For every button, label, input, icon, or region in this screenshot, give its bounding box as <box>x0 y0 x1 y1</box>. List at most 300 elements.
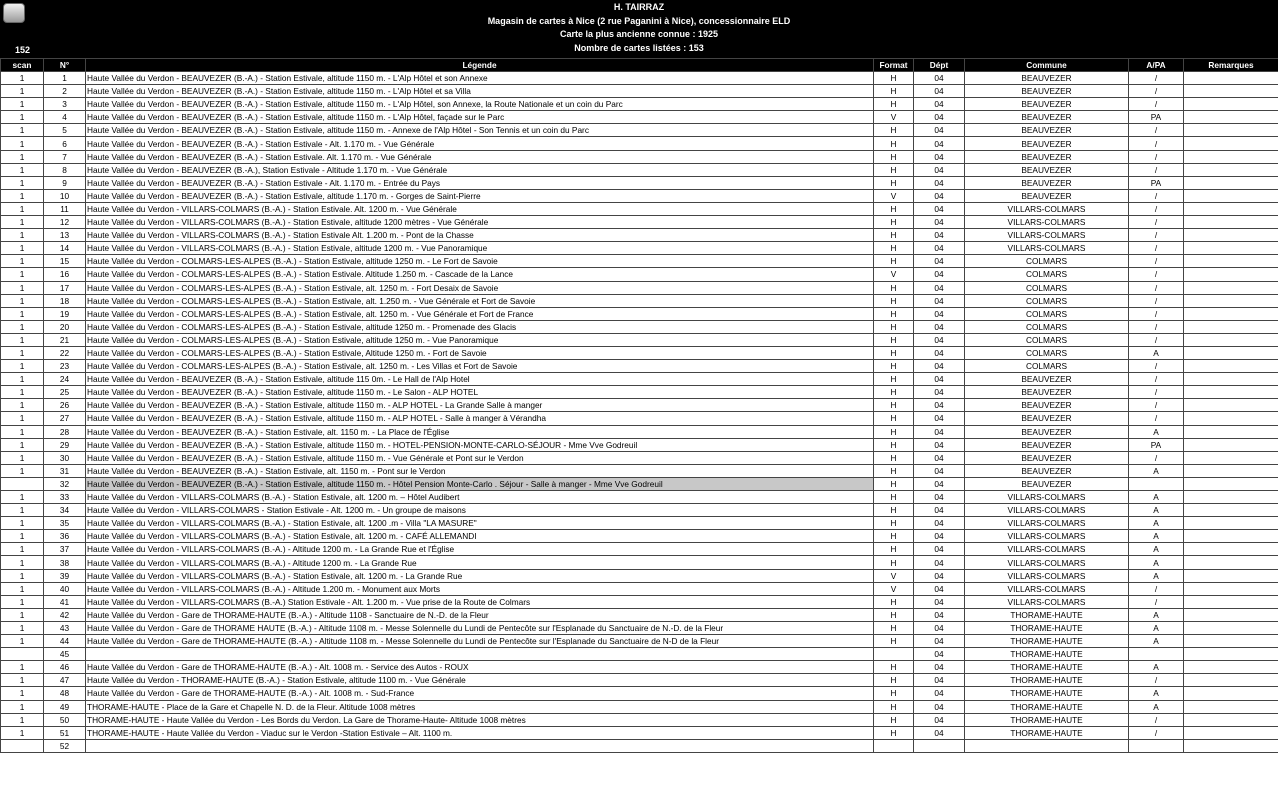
number-cell[interactable]: 23 <box>44 360 86 373</box>
legend-cell[interactable]: Haute Vallée du Verdon - COLMARS-LES-ALPES (B.-A.) - Station Estivale, alt. 1250 m. - Fort Desaix de Savoie <box>86 281 874 294</box>
legend-cell[interactable]: Haute Vallée du Verdon - BEAUVEZER (B.-A.) - Station Estivale, altitude 1150 m. - Vue Générale et Pont sur le Verdon <box>86 451 874 464</box>
dept-cell[interactable]: 04 <box>914 477 965 490</box>
number-cell[interactable]: 18 <box>44 294 86 307</box>
remarks-cell[interactable] <box>1184 320 1278 333</box>
col-format[interactable]: Format <box>874 59 914 72</box>
format-cell[interactable]: H <box>874 216 914 229</box>
format-cell[interactable] <box>874 739 914 752</box>
scan-cell[interactable]: 1 <box>1 713 44 726</box>
number-cell[interactable]: 32 <box>44 477 86 490</box>
apa-cell[interactable]: A <box>1129 530 1184 543</box>
dept-cell[interactable]: 04 <box>914 608 965 621</box>
commune-cell[interactable]: VILLARS-COLMARS <box>965 229 1129 242</box>
format-cell[interactable]: H <box>874 556 914 569</box>
scan-cell[interactable]: 1 <box>1 281 44 294</box>
number-cell[interactable]: 17 <box>44 281 86 294</box>
scan-cell[interactable]: 1 <box>1 176 44 189</box>
apa-cell[interactable]: A <box>1129 425 1184 438</box>
format-cell[interactable]: H <box>874 386 914 399</box>
number-cell[interactable]: 47 <box>44 674 86 687</box>
legend-cell[interactable]: Haute Vallée du Verdon - BEAUVEZER (B.-A.) - Station Estivale, alt. 1150 m. - Pont sur le Verdon <box>86 464 874 477</box>
apa-cell[interactable]: A <box>1129 543 1184 556</box>
format-cell[interactable]: H <box>874 150 914 163</box>
apa-cell[interactable]: / <box>1129 229 1184 242</box>
legend-cell[interactable]: Haute Vallée du Verdon - BEAUVEZER (B.-A.), Station Estivale - Altitude 1.170 m. - Vue Générale <box>86 163 874 176</box>
format-cell[interactable]: H <box>874 281 914 294</box>
legend-cell[interactable]: Haute Vallée du Verdon - THORAME-HAUTE (B.-A.) - Station Estivale, altitude 1100 m. - Vue Générale <box>86 674 874 687</box>
col-commune[interactable]: Commune <box>965 59 1129 72</box>
commune-cell[interactable]: VILLARS-COLMARS <box>965 530 1129 543</box>
scan-cell[interactable]: 1 <box>1 137 44 150</box>
dept-cell[interactable]: 04 <box>914 281 965 294</box>
format-cell[interactable]: H <box>874 412 914 425</box>
dept-cell[interactable]: 04 <box>914 137 965 150</box>
dept-cell[interactable]: 04 <box>914 556 965 569</box>
commune-cell[interactable]: BEAUVEZER <box>965 425 1129 438</box>
legend-cell[interactable]: Haute Vallée du Verdon - BEAUVEZER (B.-A.) - Station Estivale, altitude 1150 m. - HOTEL-PENSION-MONTE-CARLO-SÉJOUR - Mme Vve Godreuil <box>86 438 874 451</box>
remarks-cell[interactable] <box>1184 255 1278 268</box>
number-cell[interactable]: 35 <box>44 517 86 530</box>
number-cell[interactable]: 13 <box>44 229 86 242</box>
number-cell[interactable]: 31 <box>44 464 86 477</box>
dept-cell[interactable]: 04 <box>914 163 965 176</box>
commune-cell[interactable]: THORAME-HAUTE <box>965 635 1129 648</box>
number-cell[interactable]: 39 <box>44 569 86 582</box>
format-cell[interactable]: H <box>874 504 914 517</box>
commune-cell[interactable]: THORAME-HAUTE <box>965 648 1129 661</box>
number-cell[interactable]: 51 <box>44 726 86 739</box>
remarks-cell[interactable] <box>1184 281 1278 294</box>
dept-cell[interactable]: 04 <box>914 530 965 543</box>
legend-cell[interactable]: THORAME-HAUTE - Haute Vallée du Verdon - Viaduc sur le Verdon -Station Estivale – Alt. 1100 m. <box>86 726 874 739</box>
remarks-cell[interactable] <box>1184 530 1278 543</box>
scan-cell[interactable]: 1 <box>1 189 44 202</box>
commune-cell[interactable]: THORAME-HAUTE <box>965 726 1129 739</box>
dept-cell[interactable]: 04 <box>914 176 965 189</box>
format-cell[interactable]: V <box>874 189 914 202</box>
commune-cell[interactable]: THORAME-HAUTE <box>965 687 1129 700</box>
format-cell[interactable]: H <box>874 294 914 307</box>
apa-cell[interactable]: A <box>1129 569 1184 582</box>
col-apa[interactable]: A/PA <box>1129 59 1184 72</box>
remarks-cell[interactable] <box>1184 595 1278 608</box>
apa-cell[interactable]: / <box>1129 373 1184 386</box>
number-cell[interactable]: 45 <box>44 648 86 661</box>
scan-cell[interactable]: 1 <box>1 635 44 648</box>
apa-cell[interactable]: A <box>1129 464 1184 477</box>
legend-cell[interactable]: Haute Vallée du Verdon - BEAUVEZER (B.-A.) - Station Estivale, altitude 1150 m. - ALP HOTEL - La Grande Salle à manger <box>86 399 874 412</box>
commune-cell[interactable]: THORAME-HAUTE <box>965 661 1129 674</box>
legend-cell[interactable]: Haute Vallée du Verdon - COLMARS-LES-ALPES (B.-A.) - Station Estivale, Altitude 1250 m. - Fort de Savoie <box>86 346 874 359</box>
apa-cell[interactable]: / <box>1129 386 1184 399</box>
dept-cell[interactable]: 04 <box>914 346 965 359</box>
legend-cell[interactable]: Haute Vallée du Verdon - Gare de THORAME-HAUTE (B.-A.) - Altitude 1108 m. - Messe Solennelle du Lundi de Pentecôte sur l'Esplanade du Sanctuaire de N-D de la Fleur <box>86 635 874 648</box>
remarks-cell[interactable] <box>1184 504 1278 517</box>
number-cell[interactable]: 20 <box>44 320 86 333</box>
scan-cell[interactable]: 1 <box>1 700 44 713</box>
remarks-cell[interactable] <box>1184 98 1278 111</box>
number-cell[interactable]: 43 <box>44 621 86 634</box>
dept-cell[interactable]: 04 <box>914 504 965 517</box>
commune-cell[interactable]: THORAME-HAUTE <box>965 621 1129 634</box>
number-cell[interactable]: 34 <box>44 504 86 517</box>
scan-cell[interactable]: 1 <box>1 399 44 412</box>
dept-cell[interactable]: 04 <box>914 294 965 307</box>
dept-cell[interactable]: 04 <box>914 360 965 373</box>
remarks-cell[interactable] <box>1184 202 1278 215</box>
legend-cell[interactable]: THORAME-HAUTE - Place de la Gare et Chapelle N. D. de la Fleur. Altitude 1008 mètres <box>86 700 874 713</box>
format-cell[interactable]: H <box>874 176 914 189</box>
remarks-cell[interactable] <box>1184 582 1278 595</box>
legend-cell[interactable]: Haute Vallée du Verdon - BEAUVEZER (B.-A.) - Station Estivale, altitude 1.170 m. - Gorges de Saint-Pierre <box>86 189 874 202</box>
remarks-cell[interactable] <box>1184 648 1278 661</box>
apa-cell[interactable]: A <box>1129 556 1184 569</box>
remarks-cell[interactable] <box>1184 242 1278 255</box>
remarks-cell[interactable] <box>1184 124 1278 137</box>
apa-cell[interactable]: / <box>1129 595 1184 608</box>
commune-cell[interactable]: COLMARS <box>965 360 1129 373</box>
legend-cell[interactable]: Haute Vallée du Verdon - BEAUVEZER (B.-A.) - Station Estivale, altitude 1150 m. - L'Alp Hôtel, son Annexe, la Route Nationale et un coin du Parc <box>86 98 874 111</box>
commune-cell[interactable]: BEAUVEZER <box>965 98 1129 111</box>
dept-cell[interactable]: 04 <box>914 268 965 281</box>
remarks-cell[interactable] <box>1184 491 1278 504</box>
commune-cell[interactable]: BEAUVEZER <box>965 386 1129 399</box>
dept-cell[interactable]: 04 <box>914 412 965 425</box>
commune-cell[interactable]: VILLARS-COLMARS <box>965 582 1129 595</box>
apa-cell[interactable]: / <box>1129 294 1184 307</box>
apa-cell[interactable]: / <box>1129 360 1184 373</box>
remarks-cell[interactable] <box>1184 72 1278 85</box>
number-cell[interactable]: 19 <box>44 307 86 320</box>
apa-cell[interactable]: A <box>1129 621 1184 634</box>
legend-cell[interactable] <box>86 739 874 752</box>
format-cell[interactable]: H <box>874 713 914 726</box>
dept-cell[interactable]: 04 <box>914 661 965 674</box>
scan-cell[interactable]: 1 <box>1 582 44 595</box>
number-cell[interactable]: 2 <box>44 85 86 98</box>
remarks-cell[interactable] <box>1184 333 1278 346</box>
format-cell[interactable]: H <box>874 674 914 687</box>
legend-cell[interactable]: Haute Vallée du Verdon - VILLARS-COLMARS (B.-A.) Station Estivale - Alt. 1.200 m. - Vue prise de la Route de Colmars <box>86 595 874 608</box>
format-cell[interactable]: H <box>874 307 914 320</box>
legend-cell[interactable]: Haute Vallée du Verdon - VILLARS-COLMARS (B.-A.) - Station Estivale Alt. 1.200 m. - Pont de la Chasse <box>86 229 874 242</box>
commune-cell[interactable]: VILLARS-COLMARS <box>965 556 1129 569</box>
remarks-cell[interactable] <box>1184 739 1278 752</box>
remarks-cell[interactable] <box>1184 176 1278 189</box>
apa-cell[interactable]: / <box>1129 281 1184 294</box>
apa-cell[interactable]: A <box>1129 608 1184 621</box>
commune-cell[interactable]: VILLARS-COLMARS <box>965 242 1129 255</box>
format-cell[interactable]: H <box>874 543 914 556</box>
format-cell[interactable]: H <box>874 477 914 490</box>
format-cell[interactable]: H <box>874 72 914 85</box>
format-cell[interactable]: H <box>874 229 914 242</box>
legend-cell[interactable]: Haute Vallée du Verdon - VILLARS-COLMARS (B.-A.) - Station Estivale, alt. 1200 m. - CAFÉ ALLEMANDI <box>86 530 874 543</box>
apa-cell[interactable]: / <box>1129 412 1184 425</box>
commune-cell[interactable]: BEAUVEZER <box>965 438 1129 451</box>
number-cell[interactable]: 38 <box>44 556 86 569</box>
number-cell[interactable]: 15 <box>44 255 86 268</box>
legend-cell[interactable]: Haute Vallée du Verdon - BEAUVEZER (B.-A.) - Station Estivale, altitude 1150 m. - L'Alp Hôtel et son Annexe <box>86 72 874 85</box>
scan-cell[interactable]: 1 <box>1 202 44 215</box>
scan-cell[interactable]: 1 <box>1 674 44 687</box>
number-cell[interactable]: 7 <box>44 150 86 163</box>
number-cell[interactable]: 37 <box>44 543 86 556</box>
dept-cell[interactable]: 04 <box>914 229 965 242</box>
number-cell[interactable]: 49 <box>44 700 86 713</box>
legend-cell[interactable]: Haute Vallée du Verdon - VILLARS-COLMARS (B.-A.) - Station Estivale. Alt. 1200 m. - Vue Générale <box>86 202 874 215</box>
commune-cell[interactable]: BEAUVEZER <box>965 85 1129 98</box>
scan-cell[interactable]: 1 <box>1 268 44 281</box>
remarks-cell[interactable] <box>1184 621 1278 634</box>
number-cell[interactable]: 21 <box>44 333 86 346</box>
remarks-cell[interactable] <box>1184 635 1278 648</box>
commune-cell[interactable]: BEAUVEZER <box>965 399 1129 412</box>
scan-cell[interactable]: 1 <box>1 124 44 137</box>
legend-cell[interactable]: Haute Vallée du Verdon - BEAUVEZER (B.-A.) - Station Estivale, altitude 1150 m. - Le Salon - ALP HOTEL <box>86 386 874 399</box>
apa-cell[interactable]: / <box>1129 202 1184 215</box>
commune-cell[interactable]: COLMARS <box>965 320 1129 333</box>
scan-cell[interactable]: 1 <box>1 517 44 530</box>
remarks-cell[interactable] <box>1184 111 1278 124</box>
format-cell[interactable] <box>874 648 914 661</box>
dept-cell[interactable]: 04 <box>914 582 965 595</box>
legend-cell[interactable]: Haute Vallée du Verdon - BEAUVEZER (B.-A.) - Station Estivale, altitude 1150 m. - Hôtel Pension Monte-Carlo . Séjour - Salle à manger - Mme Vve Godreuil <box>86 477 874 490</box>
format-cell[interactable]: V <box>874 268 914 281</box>
format-cell[interactable]: H <box>874 517 914 530</box>
commune-cell[interactable]: VILLARS-COLMARS <box>965 517 1129 530</box>
legend-cell[interactable]: Haute Vallée du Verdon - BEAUVEZER (B.-A.) - Station Estivale, altitude 1150 m. - ALP HOTEL - Salle à manger à Vérandha <box>86 412 874 425</box>
apa-cell[interactable]: / <box>1129 320 1184 333</box>
dept-cell[interactable]: 04 <box>914 320 965 333</box>
apa-cell[interactable]: / <box>1129 674 1184 687</box>
remarks-cell[interactable] <box>1184 556 1278 569</box>
format-cell[interactable]: V <box>874 569 914 582</box>
scan-cell[interactable]: 1 <box>1 621 44 634</box>
apa-cell[interactable]: A <box>1129 687 1184 700</box>
scan-cell[interactable]: 1 <box>1 530 44 543</box>
remarks-cell[interactable] <box>1184 608 1278 621</box>
commune-cell[interactable]: COLMARS <box>965 346 1129 359</box>
apa-cell[interactable]: / <box>1129 124 1184 137</box>
dept-cell[interactable]: 04 <box>914 124 965 137</box>
remarks-cell[interactable] <box>1184 268 1278 281</box>
remarks-cell[interactable] <box>1184 517 1278 530</box>
scan-cell[interactable]: 1 <box>1 373 44 386</box>
legend-cell[interactable]: Haute Vallée du Verdon - VILLARS-COLMARS (B.-A.) - Station Estivale, alt. 1200 m. – Hôtel Audibert <box>86 491 874 504</box>
dept-cell[interactable]: 04 <box>914 674 965 687</box>
legend-cell[interactable]: Haute Vallée du Verdon - COLMARS-LES-ALPES (B.-A.) - Station Estivale, altitude 1250 m. - Promenade des Glacis <box>86 320 874 333</box>
format-cell[interactable]: H <box>874 608 914 621</box>
commune-cell[interactable]: COLMARS <box>965 268 1129 281</box>
apa-cell[interactable]: PA <box>1129 176 1184 189</box>
remarks-cell[interactable] <box>1184 346 1278 359</box>
number-cell[interactable]: 11 <box>44 202 86 215</box>
number-cell[interactable]: 48 <box>44 687 86 700</box>
scan-cell[interactable]: 1 <box>1 504 44 517</box>
apa-cell[interactable]: / <box>1129 189 1184 202</box>
legend-cell[interactable]: Haute Vallée du Verdon - COLMARS-LES-ALPES (B.-A.) - Station Estivale, alt. 1250 m. - Vue Générale et Fort de France <box>86 307 874 320</box>
apa-cell[interactable]: / <box>1129 451 1184 464</box>
apa-cell[interactable]: / <box>1129 307 1184 320</box>
scan-cell[interactable]: 1 <box>1 346 44 359</box>
commune-cell[interactable]: VILLARS-COLMARS <box>965 543 1129 556</box>
dept-cell[interactable]: 04 <box>914 451 965 464</box>
remarks-cell[interactable] <box>1184 412 1278 425</box>
commune-cell[interactable]: VILLARS-COLMARS <box>965 504 1129 517</box>
legend-cell[interactable]: Haute Vallée du Verdon - Gare de THORAME HAUTE (B.-A.) - Altitude 1108 m. - Messe Solennelle du Lundi de Pentecôte sur l'Esplanade du Sanctuaire de N.-D. de la Fleur <box>86 621 874 634</box>
format-cell[interactable]: H <box>874 360 914 373</box>
remarks-cell[interactable] <box>1184 464 1278 477</box>
apa-cell[interactable]: A <box>1129 700 1184 713</box>
scan-cell[interactable]: 1 <box>1 491 44 504</box>
commune-cell[interactable]: THORAME-HAUTE <box>965 608 1129 621</box>
remarks-cell[interactable] <box>1184 307 1278 320</box>
commune-cell[interactable]: THORAME-HAUTE <box>965 674 1129 687</box>
apa-cell[interactable] <box>1129 477 1184 490</box>
legend-cell[interactable]: Haute Vallée du Verdon - BEAUVEZER (B.-A.) - Station Estivale. Alt. 1.170 m. - Vue Générale <box>86 150 874 163</box>
legend-cell[interactable]: Haute Vallée du Verdon - Gare de THORAME-HAUTE (B.-A.) - Alt. 1008 m. - Service des Autos - ROUX <box>86 661 874 674</box>
dept-cell[interactable]: 04 <box>914 189 965 202</box>
scan-cell[interactable]: 1 <box>1 229 44 242</box>
dept-cell[interactable]: 04 <box>914 464 965 477</box>
commune-cell[interactable]: VILLARS-COLMARS <box>965 569 1129 582</box>
dept-cell[interactable]: 04 <box>914 517 965 530</box>
remarks-cell[interactable] <box>1184 543 1278 556</box>
remarks-cell[interactable] <box>1184 425 1278 438</box>
col-scan[interactable]: scan <box>1 59 44 72</box>
format-cell[interactable]: H <box>874 530 914 543</box>
number-cell[interactable]: 10 <box>44 189 86 202</box>
number-cell[interactable]: 40 <box>44 582 86 595</box>
commune-cell[interactable]: COLMARS <box>965 294 1129 307</box>
remarks-cell[interactable] <box>1184 216 1278 229</box>
scan-cell[interactable]: 1 <box>1 661 44 674</box>
format-cell[interactable]: H <box>874 124 914 137</box>
remarks-cell[interactable] <box>1184 229 1278 242</box>
remarks-cell[interactable] <box>1184 163 1278 176</box>
remarks-cell[interactable] <box>1184 451 1278 464</box>
legend-cell[interactable]: Haute Vallée du Verdon - BEAUVEZER (B.-A.) - Station Estivale, alt. 1150 m. - La Place de l'Église <box>86 425 874 438</box>
commune-cell[interactable]: BEAUVEZER <box>965 189 1129 202</box>
dept-cell[interactable]: 04 <box>914 399 965 412</box>
number-cell[interactable]: 29 <box>44 438 86 451</box>
apa-cell[interactable]: / <box>1129 85 1184 98</box>
number-cell[interactable]: 25 <box>44 386 86 399</box>
legend-cell[interactable]: Haute Vallée du Verdon - BEAUVEZER (B.-A.) - Station Estivale - Alt. 1.170 m. - Vue Générale <box>86 137 874 150</box>
col-remarks[interactable]: Remarques <box>1184 59 1278 72</box>
dept-cell[interactable]: 04 <box>914 491 965 504</box>
format-cell[interactable]: H <box>874 635 914 648</box>
legend-cell[interactable]: Haute Vallée du Verdon - VILLARS-COLMARS - Station Estivale - Alt. 1200 m. - Un groupe de maisons <box>86 504 874 517</box>
format-cell[interactable]: H <box>874 451 914 464</box>
commune-cell[interactable]: COLMARS <box>965 255 1129 268</box>
commune-cell[interactable]: BEAUVEZER <box>965 477 1129 490</box>
apa-cell[interactable]: PA <box>1129 111 1184 124</box>
apa-cell[interactable]: A <box>1129 661 1184 674</box>
apa-cell[interactable]: / <box>1129 163 1184 176</box>
remarks-cell[interactable] <box>1184 294 1278 307</box>
scan-cell[interactable] <box>1 477 44 490</box>
commune-cell[interactable] <box>965 739 1129 752</box>
scan-cell[interactable]: 1 <box>1 216 44 229</box>
remarks-cell[interactable] <box>1184 399 1278 412</box>
remarks-cell[interactable] <box>1184 137 1278 150</box>
commune-cell[interactable]: BEAUVEZER <box>965 163 1129 176</box>
apa-cell[interactable]: PA <box>1129 438 1184 451</box>
format-cell[interactable]: H <box>874 687 914 700</box>
dept-cell[interactable]: 04 <box>914 216 965 229</box>
format-cell[interactable]: H <box>874 438 914 451</box>
commune-cell[interactable]: BEAUVEZER <box>965 137 1129 150</box>
number-cell[interactable]: 14 <box>44 242 86 255</box>
remarks-cell[interactable] <box>1184 674 1278 687</box>
legend-cell[interactable]: Haute Vallée du Verdon - Gare de THORAME-HAUTE (B.-A.) - Altitude 1108 - Sanctuaire de N.-D. de la Fleur <box>86 608 874 621</box>
dept-cell[interactable]: 04 <box>914 621 965 634</box>
scan-cell[interactable]: 1 <box>1 294 44 307</box>
dept-cell[interactable]: 04 <box>914 713 965 726</box>
number-cell[interactable]: 24 <box>44 373 86 386</box>
apa-cell[interactable]: / <box>1129 399 1184 412</box>
legend-cell[interactable]: Haute Vallée du Verdon - COLMARS-LES-ALPES (B.-A.) - Station Estivale. Altitude 1.250 m. - Cascade de la Lance <box>86 268 874 281</box>
scan-cell[interactable]: 1 <box>1 320 44 333</box>
legend-cell[interactable]: Haute Vallée du Verdon - VILLARS-COLMARS (B.-A.) - Station Estivale, alt. 1200 m. - La Grande Rue <box>86 569 874 582</box>
number-cell[interactable]: 4 <box>44 111 86 124</box>
format-cell[interactable]: H <box>874 242 914 255</box>
number-cell[interactable]: 42 <box>44 608 86 621</box>
legend-cell[interactable]: Haute Vallée du Verdon - COLMARS-LES-ALPES (B.-A.) - Station Estivale, alt. 1250 m. - Les Villas et Fort de Savoie <box>86 360 874 373</box>
remarks-cell[interactable] <box>1184 360 1278 373</box>
scan-cell[interactable]: 1 <box>1 360 44 373</box>
legend-cell[interactable]: Haute Vallée du Verdon - COLMARS-LES-ALPES (B.-A.) - Station Estivale, altitude 1250 m. - Le Fort de Savoie <box>86 255 874 268</box>
commune-cell[interactable]: BEAUVEZER <box>965 111 1129 124</box>
apa-cell[interactable]: / <box>1129 72 1184 85</box>
commune-cell[interactable]: VILLARS-COLMARS <box>965 202 1129 215</box>
scan-cell[interactable]: 1 <box>1 438 44 451</box>
format-cell[interactable]: H <box>874 621 914 634</box>
commune-cell[interactable]: BEAUVEZER <box>965 464 1129 477</box>
number-cell[interactable]: 12 <box>44 216 86 229</box>
legend-cell[interactable]: Haute Vallée du Verdon - VILLARS-COLMARS (B.-A.) - Station Estivale, altitude 1200 m. - Vue Panoramique <box>86 242 874 255</box>
scan-cell[interactable]: 1 <box>1 242 44 255</box>
select-all-corner-button[interactable] <box>3 3 25 23</box>
col-number[interactable]: N° <box>44 59 86 72</box>
commune-cell[interactable]: COLMARS <box>965 281 1129 294</box>
dept-cell[interactable]: 04 <box>914 307 965 320</box>
number-cell[interactable]: 1 <box>44 72 86 85</box>
dept-cell[interactable]: 04 <box>914 150 965 163</box>
number-cell[interactable]: 36 <box>44 530 86 543</box>
dept-cell[interactable]: 04 <box>914 700 965 713</box>
scan-cell[interactable]: 1 <box>1 72 44 85</box>
scan-cell[interactable]: 1 <box>1 543 44 556</box>
dept-cell[interactable]: 04 <box>914 687 965 700</box>
commune-cell[interactable]: THORAME-HAUTE <box>965 700 1129 713</box>
number-cell[interactable]: 3 <box>44 98 86 111</box>
format-cell[interactable]: H <box>874 333 914 346</box>
scan-cell[interactable]: 1 <box>1 451 44 464</box>
dept-cell[interactable]: 04 <box>914 648 965 661</box>
remarks-cell[interactable] <box>1184 150 1278 163</box>
format-cell[interactable]: H <box>874 320 914 333</box>
format-cell[interactable]: H <box>874 373 914 386</box>
remarks-cell[interactable] <box>1184 713 1278 726</box>
remarks-cell[interactable] <box>1184 687 1278 700</box>
legend-cell[interactable]: Haute Vallée du Verdon - BEAUVEZER (B.-A.) - Station Estivale, altitude 1150 m. - L'Alp Hôtel, façade sur le Parc <box>86 111 874 124</box>
dept-cell[interactable]: 04 <box>914 543 965 556</box>
number-cell[interactable]: 22 <box>44 346 86 359</box>
scan-cell[interactable]: 1 <box>1 556 44 569</box>
